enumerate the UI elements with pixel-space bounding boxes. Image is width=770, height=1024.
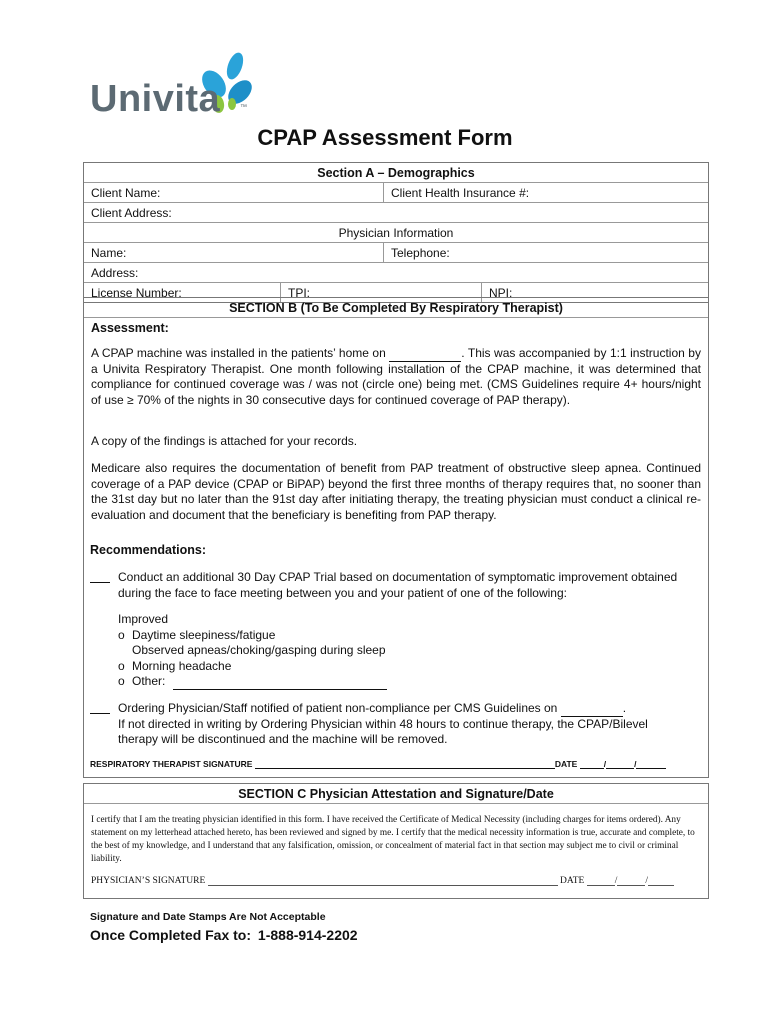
rec1-text: Conduct an additional 30 Day CPAP Trial based on documentation of symptomatic improvement obtained during the face to face meeting between you and your patient of one of the following: [118,570,678,600]
physician-name-row [84,243,708,263]
option-label: Morning headache [132,659,232,673]
rec2-text: Ordering Physician/Staff notified of patient non-compliance per CMS Guidelines on . If not directed in writing by Ordering Physician within 48 hours to continue therapy, the CPAP/Bilevel therapy will be discontinued and the machine will be removed. [118,701,648,746]
stamps-note: Signature and Date Stamps Are Not Acceptable [90,911,326,923]
bullet-icon: o [118,628,125,642]
physician-name-label: Name: [91,245,127,260]
findings-note: A copy of the findings is attached for your records. [91,434,358,448]
physician-date-day-blank[interactable] [614,876,645,886]
physician-address-label: Address: [91,265,139,280]
client-name-label: Client Name: [91,185,161,200]
rt-signature-line [90,759,666,769]
fax-line [90,927,358,943]
section-a-header-row [84,163,708,183]
physician-date-label: DATE [560,876,585,886]
tpi-label: TPI: [288,285,311,300]
insurance-field[interactable] [384,183,708,202]
section-c-heading: SECTION C Physician Attestation and Signature/Date [238,786,554,801]
client-name-field[interactable] [84,183,384,202]
physician-date-month-blank[interactable] [587,876,615,886]
assessment-label: Assessment: [91,321,169,335]
rec2-text-start: Ordering Physician/Staff notified of patient non-compliance per CMS Guidelines on [118,701,558,715]
physician-signature-line [91,876,674,886]
rec1-checkbox-blank[interactable] [90,570,110,583]
section-a-table [83,162,709,303]
physician-signature-label: PHYSICIAN’S SIGNATURE [91,876,206,886]
univita-logo [88,48,258,128]
physician-date-year-blank[interactable] [648,876,674,886]
npi-label: NPI: [489,285,513,300]
fax-number: 1-888-914-2202 [257,927,358,943]
physician-address-row [84,263,708,283]
rt-signature-blank[interactable] [255,759,555,769]
fax-label: Once Completed Fax to: [90,927,252,943]
recommendations-label: Recommendations: [90,543,206,557]
physician-heading: Physician Information [338,225,454,240]
option-label: Daytime sleepiness/fatigue [132,628,276,642]
rt-date-label: DATE [554,759,578,769]
improved-label: Improved [118,612,169,626]
attestation-text: I certify that I am the treating physician identified in this form. I have received the Certificate of Medical Necessity (including charges for items ordered). Any statement on my letterhead attached hereto, has been reviewed and signed by me. I certify that the medical necessity information is true, accurate and complete, to the best of my knowledge, and I understand that any falsification, omission, or concealment of material fact in that section may subject me to civil or criminal liability. [91,815,695,864]
assessment-paragraph [91,346,701,408]
client-address-label: Client Address: [91,205,172,220]
section-c-header-row [84,784,708,804]
date-separator: / [614,876,618,886]
option-daytime-sleepiness[interactable] [118,628,275,644]
date-separator: / [634,759,637,769]
trademark-mark: ™ [240,104,247,111]
option-observed-apneas[interactable] [132,643,386,659]
section-c-box [83,783,709,899]
client-address-row [84,203,708,223]
license-label: License Number: [91,285,182,300]
assessment-text-end: . This was accompanied by 1:1 instruction by a Univita Respiratory Therapist. One month following installation of the CPAP machine, it was determined that compliance for continued coverage was / was not (circle one) being met. (CMS Guidelines require 4+ hours/night of use ≥ 70% of the nights in 30 consecutive days for continued coverage of PAP therapy). [91,346,701,407]
date-separator: / [603,759,607,769]
bullet-icon: o [118,659,125,673]
client-row [84,183,708,203]
brand-name: Univita [90,78,221,120]
option-label: Other: [132,674,166,688]
rt-signature-label: RESPIRATORY THERAPIST SIGNATURE [90,759,253,769]
rec2-checkbox-blank[interactable] [90,701,110,714]
insurance-label: Client Health Insurance #: [391,185,530,200]
physician-header-row [84,223,708,243]
rt-date-day-blank[interactable] [603,759,637,769]
telephone-field[interactable] [384,243,708,262]
section-b-header-row [84,298,708,318]
bullet-icon: o [118,674,125,688]
option-label: Observed apneas/choking/gasping during sleep [132,643,386,657]
physician-signature-blank[interactable] [208,876,558,886]
rt-date-month-blank[interactable] [580,759,607,769]
client-address-field[interactable] [84,203,708,222]
physician-address-field[interactable] [84,263,708,282]
notified-date-blank[interactable] [561,704,623,717]
option-other[interactable] [118,674,387,690]
date-separator: / [645,876,648,886]
physician-name-field[interactable] [84,243,384,262]
section-b-heading: SECTION B (To Be Completed By Respiratory Therapist) [229,300,563,315]
rec2-text-end: If not directed in writing by Ordering Physician within 48 hours to continue therapy, the CPAP/Bilevel therapy will be discontinued and the machine will be removed. [118,716,648,746]
section-a-heading: Section A – Demographics [317,165,475,180]
telephone-label: Telephone: [391,245,450,260]
rt-date-year-blank[interactable] [636,759,666,769]
form-title: CPAP Assessment Form [257,125,513,150]
assessment-text-start: A CPAP machine was installed in the patients’ home on [91,346,386,360]
option-morning-headache[interactable] [118,659,231,675]
medicare-paragraph: Medicare also requires the documentation of benefit from PAP treatment of obstructive sleep apnea. Continued coverage of a PAP device (CPAP or BiPAP) beyond the first three months of therapy requires that, no sooner than the 31st day but no later than the 91st day after initiating therapy, the treating physician must conduct a clinical re-evaluation and document that the beneficiary is benefiting from PAP therapy. [91,461,701,522]
other-blank[interactable] [173,677,387,690]
